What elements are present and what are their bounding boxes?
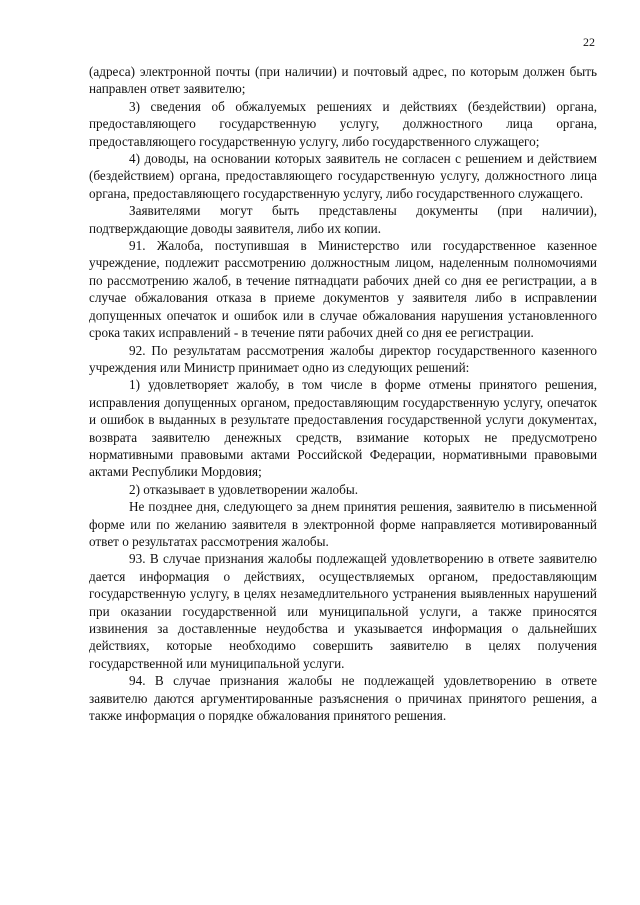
paragraph-item-3: 3) сведения об обжалуемых решениях и действиях (бездействии) органа, предоставляющего государственную услугу, должностного лица органа, предоставляющего государственную услугу, либо государственного служащего; bbox=[89, 98, 597, 149]
paragraph-contact-address: (адреса) электронной почты (при наличии) и почтовый адрес, по которым должен быть направлен ответ заявителю; bbox=[89, 64, 597, 97]
paragraph-93: 93. В случае признания жалобы подлежащей удовлетворению в ответе заявителю дается информация о действиях, осуществляемых органом, предоставляющим государственную услугу, в целях незамедлительного устранения выявленных нарушений при оказании государственной или муниципальной услуги, а также приносятся извинения за доставленные неудобства и указывается информация о дальнейших действиях, которые необходимо совершить заявителю в целях получения государственной или муниципальной услуги. bbox=[89, 551, 597, 671]
paragraph-92: 92. По результатам рассмотрения жалобы директор государственного казенного учреждения или Министр принимает одно из следующих решений: bbox=[89, 342, 597, 375]
document-body bbox=[89, 63, 597, 724]
paragraph-documents: Заявителями могут быть представлены документы (при наличии), подтверждающие доводы заявителя, либо их копии. bbox=[89, 203, 597, 236]
paragraph-response-deadline: Не позднее дня, следующего за днем принятия решения, заявителю в письменной форме или по желанию заявителя в электронной форме направляется мотивированный ответ о результатах рассмотрения жалобы. bbox=[89, 499, 597, 549]
page-number: 22 bbox=[583, 35, 595, 49]
paragraph-item-4: 4) доводы, на основании которых заявитель не согласен с решением и действием (бездействием) органа, предоставляющего государственную услугу, должностного лица органа, предоставляющего государственную услугу, либо государственного служащего. bbox=[89, 151, 597, 201]
paragraph-92-item-2: 2) отказывает в удовлетворении жалобы. bbox=[129, 481, 359, 497]
paragraph-91: 91. Жалоба, поступившая в Министерство или государственное казенное учреждение, подлежит рассмотрению должностным лицом, наделенным полномочиями по рассмотрению жалоб, в течение пятнадцати рабочих дней со дня ее регистрации, а в случае обжалования отказа в приеме документов у заявителя либо в исправлении допущенных опечаток и ошибок или в случае обжалования нарушения установленного срока таких исправлений - в течение пяти рабочих дней со дня ее регистрации. bbox=[89, 238, 597, 341]
paragraph-94: 94. В случае признания жалобы не подлежащей удовлетворению в ответе заявителю даются аргументированные разъяснения о причинах принятого решения, а также информация о порядке обжалования принятого решения. bbox=[89, 673, 597, 724]
paragraph-92-item-1: 1) удовлетворяет жалобу, в том числе в форме отмены принятого решения, исправления допущенных органом, предоставляющим государственную услугу, опечаток и ошибок в выданных в результате предоставления государственной услуги документах, возврата заявителю денежных средств, взимание которых не предусмотрено нормативными правовыми актами Российской Федерации, нормативными правовыми актами Республики Мордовия; bbox=[89, 377, 597, 480]
